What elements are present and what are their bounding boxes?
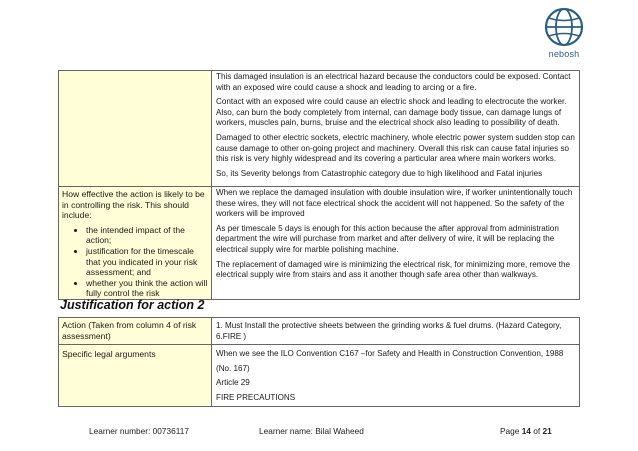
paragraph: When we replace the damaged insulation with double insulation wire, if worker unintentionally touch these wires, they will not face electrical shock the accident will not happened. So the safety of the workers will be improved — [216, 188, 573, 219]
paragraph: 1. Must Install the protective sheets between the grinding works & fuel drums. (Hazard Category, 6.FIRE ) — [216, 321, 562, 341]
hazard-description-cell — [212, 71, 580, 187]
nebosh-logo — [533, 5, 595, 65]
logo-text: nebosh — [548, 49, 580, 59]
page-current: 14 — [521, 426, 531, 436]
paragraph: Damaged to other electric sockets, electric machinery, whole electric power system sudden stop can cause damage to other on-going project and machinery. Overall this risk can cause fatal injuries so this risk is very highly widespread and its covering a particular area where main workers works. — [216, 132, 575, 164]
page-sep: of — [530, 426, 543, 436]
legal-value-cell — [212, 345, 580, 407]
paragraph: Contact with an exposed wire could cause an electric shock and leading to electrocute the worker. Also, can burn the body completely from internal, can damage body tissue, can damage lungs of workers, muscles pain, burns, bruise and the electrical shock also leading to possibility of death. — [216, 97, 567, 128]
table-row — [59, 71, 580, 187]
table-row — [59, 345, 580, 407]
effectiveness-title: How effective the action is likely to be in controlling the risk. This should include: — [62, 189, 205, 221]
justification-table — [58, 317, 580, 407]
empty-label-cell — [59, 71, 212, 187]
learner-number: Learner number: 00736117 — [89, 426, 189, 436]
effectiveness-bullets — [62, 225, 208, 299]
list-item: • justification for the timescale that you indicated in your risk assessment; and — [86, 246, 208, 278]
page-prefix: Page — [500, 426, 522, 436]
legal-label-cell: Specific legal arguments — [59, 345, 212, 407]
table-row — [59, 318, 580, 345]
section-heading: Justification for action 2 — [60, 298, 205, 312]
paragraph: The replacement of damaged wire is minimizing the electrical risk, for minimizing more, remove the electrical supply wire from stairs and ass it another though safe area other than walkways. — [216, 259, 571, 280]
action-label-cell: Action (Taken from column 4 of risk assessment) — [59, 318, 212, 345]
list-item: • the intended impact of the action; — [86, 225, 208, 246]
page-total: 21 — [542, 426, 552, 436]
effectiveness-label-cell — [59, 187, 212, 300]
paragraph: FIRE PRECAUTIONS — [216, 392, 296, 402]
list-item: • whether you think the action will fully control the risk — [86, 278, 208, 299]
action-value-cell — [212, 318, 580, 345]
paragraph: As per timescale 5 days is enough for this action because the after approval from administration department the wire will purchase from market and after delivery of wire, it will be replacing the electrical supply wire for marble polishing machine. — [216, 223, 559, 254]
page-number — [500, 426, 552, 436]
paragraph: Article 29 — [216, 378, 250, 388]
learner-name: Learner name: Bilal Waheed — [259, 426, 364, 436]
globe-icon — [533, 5, 595, 49]
paragraph: (No. 167) — [216, 363, 250, 373]
paragraph: This damaged insulation is an electrical hazard because the conductors could be exposed. Contact with an exposed wire could cause a shock and leading to arcing or a fire. — [216, 72, 571, 92]
paragraph: When we see the ILO Convention C167 –for Safety and Health in Construction Convention, 1988 — [216, 349, 564, 359]
table-row — [59, 187, 580, 300]
risk-table — [58, 70, 580, 300]
paragraph: So, its Severity belongs from Catastrophic category due to high likelihood and Fatal injuries — [216, 168, 543, 178]
effectiveness-value-cell — [212, 187, 580, 300]
